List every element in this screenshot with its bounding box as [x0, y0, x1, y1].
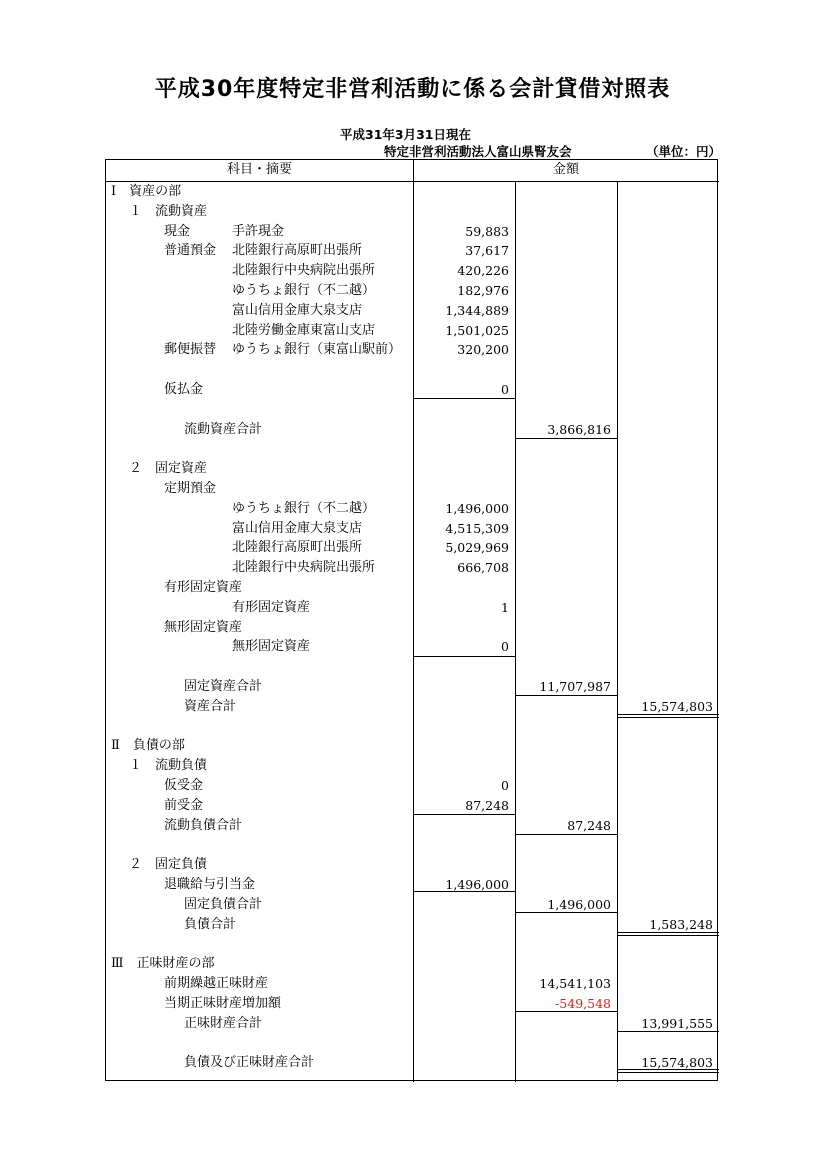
- row-label: ２ 固定資産: [129, 461, 208, 477]
- detail-amount: 5,029,969: [445, 540, 509, 556]
- total-amount: 1,583,248: [649, 916, 713, 932]
- row-label: 退職給与引当金: [164, 877, 256, 892]
- row-sub-label: 北陸銀行高原町出張所: [232, 243, 363, 259]
- row-sub-label: 北陸銀行高原町出張所: [232, 540, 363, 556]
- amount-rule: [617, 935, 719, 936]
- row-label: Ⅰ 資産の部: [111, 184, 182, 199]
- detail-amount: 4,515,309: [445, 520, 509, 536]
- row-label: 無形固定資産: [164, 619, 243, 635]
- row-label: 資産合計: [184, 698, 237, 714]
- row-label: 流動資産合計: [184, 421, 263, 437]
- row-sub-label: 北陸銀行中央病院出張所: [232, 263, 376, 279]
- row-label: 仮払金: [164, 382, 204, 397]
- row-sub-label: 無形固定資産: [232, 639, 311, 655]
- unit-label: （単位：円）: [646, 144, 722, 159]
- row-sub-label: 有形固定資産: [232, 599, 311, 615]
- page-title: 平成30年度特定非営利活動に係る会計貸借対照表: [154, 77, 671, 102]
- row-label: 正味財産合計: [184, 1015, 263, 1031]
- row-label: 現金: [164, 223, 191, 239]
- row-label: 流動負債合計: [164, 817, 243, 833]
- row-sub-label: ゆうちょ銀行（東富山駅前）: [232, 342, 402, 358]
- subtotal-amount: 11,707,987: [539, 679, 611, 694]
- detail-amount: 320,200: [457, 342, 509, 358]
- subtotal-amount: 14,541,103: [539, 976, 611, 991]
- row-label: 固定資産合計: [184, 679, 263, 694]
- row-label: 前期繰越正味財産: [164, 976, 269, 991]
- row-sub-label: ゆうちょ銀行（不二越）: [232, 283, 376, 298]
- row-sub-label: 富山信用金庫大泉支店: [232, 520, 363, 536]
- row-label: 郵便振替: [164, 342, 217, 358]
- amount-rule: [413, 398, 515, 399]
- detail-amount: 0: [501, 382, 509, 397]
- total-amount: 15,574,803: [641, 1055, 713, 1071]
- row-label: １ 流動負債: [129, 758, 208, 774]
- report-date: 平成31年3月31日現在: [340, 127, 471, 142]
- row-sub-label: 北陸銀行中央病院出張所: [232, 560, 376, 576]
- row-label: 普通預金: [164, 243, 217, 259]
- total-amount: 13,991,555: [641, 1015, 713, 1031]
- row-label: 負債及び正味財産合計: [184, 1055, 315, 1071]
- row-label: ２ 固定負債: [129, 857, 208, 873]
- row-label: Ⅱ 負債の部: [111, 738, 185, 754]
- row-label: １ 流動資産: [129, 203, 208, 219]
- row-label: 有形固定資産: [164, 580, 243, 595]
- row-label: 仮受金: [164, 778, 204, 793]
- row-label: 当期正味財産増加額: [164, 995, 282, 1011]
- subtotal-amount: -549,548: [555, 995, 611, 1011]
- column-header-item: 科目・摘要: [226, 162, 292, 177]
- column-divider: [617, 181, 618, 1082]
- row-label: 固定負債合計: [184, 896, 263, 912]
- amount-rule: [413, 656, 515, 657]
- detail-amount: 1: [501, 599, 509, 615]
- row-label: 負債合計: [184, 916, 237, 932]
- column-header-amount: 金額: [552, 162, 579, 177]
- detail-amount: 87,248: [465, 797, 509, 813]
- subtotal-amount: 1,496,000: [547, 896, 611, 912]
- detail-amount: 37,617: [465, 243, 509, 259]
- detail-amount: 182,976: [457, 283, 509, 298]
- detail-amount: 666,708: [457, 560, 509, 576]
- detail-amount: 0: [501, 639, 509, 655]
- row-label: 定期預金: [164, 481, 217, 496]
- row-label: Ⅲ 正味財産の部: [111, 956, 215, 972]
- total-amount: 15,574,803: [641, 698, 713, 714]
- balance-sheet-table: [105, 159, 718, 1081]
- organization-name: 特定非営利活動法人富山県腎友会: [384, 144, 572, 159]
- row-sub-label: 北陸労働金庫東富山支店: [232, 322, 376, 338]
- detail-amount: 420,226: [457, 263, 509, 279]
- amount-rule: [617, 717, 719, 718]
- detail-amount: 0: [501, 778, 509, 793]
- column-divider: [413, 160, 414, 1082]
- detail-amount: 1,344,889: [445, 302, 509, 318]
- detail-amount: 1,496,000: [445, 500, 509, 516]
- detail-amount: 59,883: [465, 223, 509, 239]
- detail-amount: 1,496,000: [445, 877, 509, 892]
- subtotal-amount: 87,248: [567, 817, 611, 833]
- column-divider: [515, 181, 516, 1082]
- row-sub-label: 富山信用金庫大泉支店: [232, 302, 363, 318]
- subtotal-amount: 3,866,816: [547, 421, 611, 437]
- detail-amount: 1,501,025: [445, 322, 509, 338]
- row-label: 前受金: [164, 797, 204, 813]
- row-sub-label: ゆうちょ銀行（不二越）: [232, 500, 376, 516]
- row-sub-label: 手許現金: [232, 223, 285, 239]
